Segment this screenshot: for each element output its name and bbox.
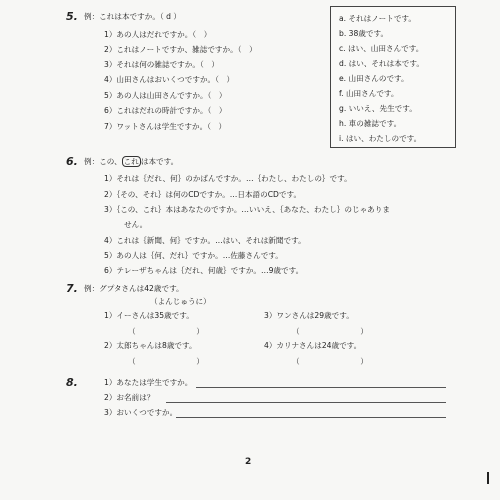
section-7-item-1: 1）イーさんは35歳です。: [104, 311, 194, 320]
option-e: e. 山田さんのです。: [339, 74, 409, 83]
section-6-item-1: 1）それは｛だれ、何｝のかばんですか。…｛わたし、わたしの｝です。: [104, 174, 352, 183]
section-5-item-3: 3）それは何の雑誌ですか。（ ）: [104, 60, 219, 69]
section-6-item-5: 5）あの人は｛何、だれ｝ですか。…佐藤さんです。: [104, 251, 283, 260]
section-6-number: 6.: [66, 155, 78, 168]
option-h: h. 車の雑誌です。: [339, 119, 402, 128]
answer-line-3[interactable]: [176, 417, 446, 418]
option-d: d. はい、それは本です。: [339, 59, 424, 68]
answer-blank-2[interactable]: （ ）: [128, 357, 204, 366]
section-6-item-3-cont: せん。: [124, 220, 148, 229]
section-6-example-rest: は本です。: [140, 157, 179, 166]
section-6-example-label: 例：: [84, 157, 100, 166]
scan-edge-mark: [487, 472, 489, 484]
section-8-item-2: 2）お名前は？: [104, 393, 155, 402]
option-f: f. 山田さんです。: [339, 89, 399, 98]
section-7-item-2: 2）太郎ちゃんは8歳です。: [104, 341, 197, 350]
section-5-item-2: 2）これはノートですか、雑誌ですか。（ ）: [104, 45, 257, 54]
option-c: c. はい、山田さんです。: [339, 44, 424, 53]
section-7-example-reading: （よんじゅうに）: [150, 297, 211, 306]
section-6-item-6: 6）テレーザちゃんは｛だれ、何歳｝ですか。…9歳です。: [104, 266, 304, 275]
section-6-item-3: 3）｛この、これ｝本はあなたのですか。…いいえ、｛あなた、わたし｝のじゃありま: [104, 205, 390, 214]
section-8-item-1: 1）あなたは学生ですか。: [104, 378, 193, 387]
section-8-number: 8.: [66, 376, 78, 389]
option-b: b. 38歳です。: [339, 29, 389, 38]
section-8-item-3: 3）おいくつですか。: [104, 408, 178, 417]
section-7-number: 7.: [66, 282, 78, 295]
option-g: g. いいえ、先生です。: [339, 104, 417, 113]
section-5-item-5: 5）あの人は山田さんですか。（ ）: [104, 91, 227, 100]
section-6-item-4: 4）これは｛新聞、何｝ですか。…はい、それは新聞です。: [104, 236, 306, 245]
section-6-example: [84, 157, 178, 167]
option-i: i. はい、わたしのです。: [339, 134, 422, 143]
section-5-number: 5.: [66, 10, 78, 23]
section-5-example: 例：これは本ですか。（ d ）: [84, 12, 181, 21]
page-number: 2: [245, 457, 252, 467]
answer-blank-1[interactable]: （ ）: [128, 327, 204, 336]
answer-blank-4[interactable]: （ ）: [292, 357, 368, 366]
section-6-item-2: 2）｛その、それ｝は何のCDですか。…日本語のCDです。: [104, 190, 302, 199]
answer-line-1[interactable]: [196, 387, 446, 388]
section-5-item-7: 7）ワットさんは学生ですか。（ ）: [104, 122, 227, 131]
section-7-item-3: 3）ワンさんは29歳です。: [264, 311, 354, 320]
answer-blank-3[interactable]: （ ）: [292, 327, 368, 336]
answer-options-box: [330, 6, 456, 148]
section-7-example: 例：グプタさんは42歳です。: [84, 284, 184, 293]
section-5-item-4: 4）山田さんはおいくつですか。（ ）: [104, 75, 235, 84]
answer-line-2[interactable]: [166, 402, 446, 403]
section-5-item-6: 6）これはだれの時計ですか。（ ）: [104, 106, 227, 115]
circled-answer: これ: [123, 157, 139, 166]
section-7-item-4: 4）カリナさんは24歳です。: [264, 341, 362, 350]
option-a: a. それはノートです。: [339, 14, 416, 23]
section-5-item-1: 1）あの人はだれですか。（ ）: [104, 30, 212, 39]
section-6-example-word: この、: [99, 157, 122, 166]
